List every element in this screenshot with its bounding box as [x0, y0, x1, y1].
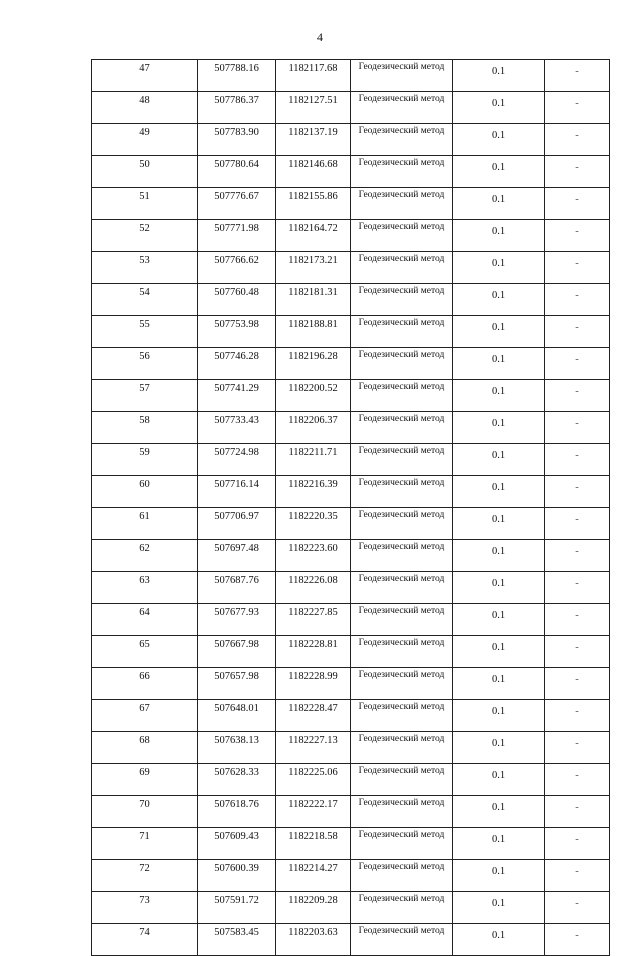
method-cell: Геодезический метод [351, 668, 453, 700]
table-row [92, 508, 610, 540]
note-cell: - [545, 316, 610, 348]
method-cell: Геодезический метод [351, 220, 453, 252]
point-number-cell: 68 [92, 732, 198, 764]
x-coordinate-cell: 507591.72 [198, 892, 276, 924]
x-coordinate-cell: 507771.98 [198, 220, 276, 252]
note-cell: - [545, 764, 610, 796]
accuracy-cell: 0.1 [453, 188, 545, 220]
accuracy-cell: 0.1 [453, 124, 545, 156]
note-cell: - [545, 348, 610, 380]
point-number-cell: 69 [92, 764, 198, 796]
table-row [92, 636, 610, 668]
table-row [92, 188, 610, 220]
x-coordinate-cell: 507687.76 [198, 572, 276, 604]
x-coordinate-cell: 507733.43 [198, 412, 276, 444]
y-coordinate-cell: 1182155.86 [276, 188, 351, 220]
x-coordinate-cell: 507697.48 [198, 540, 276, 572]
method-cell: Геодезический метод [351, 60, 453, 92]
point-number-cell: 49 [92, 124, 198, 156]
note-cell: - [545, 476, 610, 508]
method-cell: Геодезический метод [351, 796, 453, 828]
accuracy-cell: 0.1 [453, 604, 545, 636]
table-row [92, 700, 610, 732]
point-number-cell: 70 [92, 796, 198, 828]
note-cell: - [545, 444, 610, 476]
x-coordinate-cell: 507753.98 [198, 316, 276, 348]
method-cell: Геодезический метод [351, 284, 453, 316]
accuracy-cell: 0.1 [453, 700, 545, 732]
y-coordinate-cell: 1182211.71 [276, 444, 351, 476]
point-number-cell: 73 [92, 892, 198, 924]
method-cell: Геодезический метод [351, 348, 453, 380]
point-number-cell: 59 [92, 444, 198, 476]
table-row [92, 796, 610, 828]
note-cell: - [545, 252, 610, 284]
point-number-cell: 62 [92, 540, 198, 572]
method-cell: Геодезический метод [351, 924, 453, 956]
method-cell: Геодезический метод [351, 540, 453, 572]
y-coordinate-cell: 1182228.47 [276, 700, 351, 732]
y-coordinate-cell: 1182209.28 [276, 892, 351, 924]
point-number-cell: 61 [92, 508, 198, 540]
table-row [92, 220, 610, 252]
accuracy-cell: 0.1 [453, 412, 545, 444]
x-coordinate-cell: 507766.62 [198, 252, 276, 284]
accuracy-cell: 0.1 [453, 764, 545, 796]
y-coordinate-cell: 1182220.35 [276, 508, 351, 540]
y-coordinate-cell: 1182203.63 [276, 924, 351, 956]
x-coordinate-cell: 507776.67 [198, 188, 276, 220]
method-cell: Геодезический метод [351, 412, 453, 444]
y-coordinate-cell: 1182216.39 [276, 476, 351, 508]
table-row [92, 764, 610, 796]
note-cell: - [545, 188, 610, 220]
accuracy-cell: 0.1 [453, 156, 545, 188]
point-number-cell: 55 [92, 316, 198, 348]
x-coordinate-cell: 507618.76 [198, 796, 276, 828]
note-cell: - [545, 124, 610, 156]
method-cell: Геодезический метод [351, 476, 453, 508]
accuracy-cell: 0.1 [453, 892, 545, 924]
note-cell: - [545, 636, 610, 668]
method-cell: Геодезический метод [351, 92, 453, 124]
table-row [92, 412, 610, 444]
table-row [92, 92, 610, 124]
method-cell: Геодезический метод [351, 252, 453, 284]
method-cell: Геодезический метод [351, 828, 453, 860]
method-cell: Геодезический метод [351, 732, 453, 764]
point-number-cell: 51 [92, 188, 198, 220]
note-cell: - [545, 156, 610, 188]
accuracy-cell: 0.1 [453, 92, 545, 124]
y-coordinate-cell: 1182127.51 [276, 92, 351, 124]
y-coordinate-cell: 1182206.37 [276, 412, 351, 444]
note-cell: - [545, 220, 610, 252]
x-coordinate-cell: 507638.13 [198, 732, 276, 764]
coordinates-table [91, 59, 610, 956]
table-row [92, 316, 610, 348]
method-cell: Геодезический метод [351, 316, 453, 348]
y-coordinate-cell: 1182228.81 [276, 636, 351, 668]
y-coordinate-cell: 1182173.21 [276, 252, 351, 284]
x-coordinate-cell: 507741.29 [198, 380, 276, 412]
x-coordinate-cell: 507716.14 [198, 476, 276, 508]
x-coordinate-cell: 507786.37 [198, 92, 276, 124]
note-cell: - [545, 892, 610, 924]
note-cell: - [545, 540, 610, 572]
table-row [92, 380, 610, 412]
point-number-cell: 71 [92, 828, 198, 860]
point-number-cell: 58 [92, 412, 198, 444]
page-number: 4 [317, 30, 323, 44]
method-cell: Геодезический метод [351, 124, 453, 156]
table-row [92, 924, 610, 956]
method-cell: Геодезический метод [351, 892, 453, 924]
y-coordinate-cell: 1182227.85 [276, 604, 351, 636]
note-cell: - [545, 924, 610, 956]
note-cell: - [545, 700, 610, 732]
note-cell: - [545, 380, 610, 412]
accuracy-cell: 0.1 [453, 540, 545, 572]
note-cell: - [545, 860, 610, 892]
table-row [92, 252, 610, 284]
y-coordinate-cell: 1182227.13 [276, 732, 351, 764]
accuracy-cell: 0.1 [453, 828, 545, 860]
method-cell: Геодезический метод [351, 508, 453, 540]
accuracy-cell: 0.1 [453, 284, 545, 316]
x-coordinate-cell: 507657.98 [198, 668, 276, 700]
table-row [92, 828, 610, 860]
x-coordinate-cell: 507628.33 [198, 764, 276, 796]
x-coordinate-cell: 507780.64 [198, 156, 276, 188]
y-coordinate-cell: 1182218.58 [276, 828, 351, 860]
table-row [92, 732, 610, 764]
accuracy-cell: 0.1 [453, 220, 545, 252]
table-row [92, 60, 610, 92]
x-coordinate-cell: 507746.28 [198, 348, 276, 380]
y-coordinate-cell: 1182137.19 [276, 124, 351, 156]
x-coordinate-cell: 507677.93 [198, 604, 276, 636]
point-number-cell: 64 [92, 604, 198, 636]
table-row [92, 476, 610, 508]
point-number-cell: 57 [92, 380, 198, 412]
y-coordinate-cell: 1182146.68 [276, 156, 351, 188]
table-row [92, 860, 610, 892]
x-coordinate-cell: 507760.48 [198, 284, 276, 316]
point-number-cell: 66 [92, 668, 198, 700]
method-cell: Геодезический метод [351, 156, 453, 188]
accuracy-cell: 0.1 [453, 796, 545, 828]
accuracy-cell: 0.1 [453, 316, 545, 348]
y-coordinate-cell: 1182226.08 [276, 572, 351, 604]
method-cell: Геодезический метод [351, 188, 453, 220]
note-cell: - [545, 412, 610, 444]
point-number-cell: 52 [92, 220, 198, 252]
table-row [92, 540, 610, 572]
point-number-cell: 47 [92, 60, 198, 92]
method-cell: Геодезический метод [351, 572, 453, 604]
x-coordinate-cell: 507788.16 [198, 60, 276, 92]
accuracy-cell: 0.1 [453, 924, 545, 956]
method-cell: Геодезический метод [351, 636, 453, 668]
accuracy-cell: 0.1 [453, 668, 545, 700]
table-row [92, 572, 610, 604]
point-number-cell: 53 [92, 252, 198, 284]
method-cell: Геодезический метод [351, 604, 453, 636]
y-coordinate-cell: 1182117.68 [276, 60, 351, 92]
x-coordinate-cell: 507583.45 [198, 924, 276, 956]
x-coordinate-cell: 507667.98 [198, 636, 276, 668]
note-cell: - [545, 828, 610, 860]
y-coordinate-cell: 1182228.99 [276, 668, 351, 700]
x-coordinate-cell: 507648.01 [198, 700, 276, 732]
point-number-cell: 50 [92, 156, 198, 188]
coordinates-table-body [92, 60, 610, 956]
point-number-cell: 48 [92, 92, 198, 124]
method-cell: Геодезический метод [351, 444, 453, 476]
y-coordinate-cell: 1182223.60 [276, 540, 351, 572]
note-cell: - [545, 92, 610, 124]
y-coordinate-cell: 1182222.17 [276, 796, 351, 828]
table-row [92, 284, 610, 316]
point-number-cell: 74 [92, 924, 198, 956]
y-coordinate-cell: 1182225.06 [276, 764, 351, 796]
note-cell: - [545, 668, 610, 700]
y-coordinate-cell: 1182164.72 [276, 220, 351, 252]
point-number-cell: 54 [92, 284, 198, 316]
accuracy-cell: 0.1 [453, 476, 545, 508]
y-coordinate-cell: 1182196.28 [276, 348, 351, 380]
y-coordinate-cell: 1182200.52 [276, 380, 351, 412]
accuracy-cell: 0.1 [453, 252, 545, 284]
note-cell: - [545, 732, 610, 764]
accuracy-cell: 0.1 [453, 732, 545, 764]
note-cell: - [545, 572, 610, 604]
table-row [92, 348, 610, 380]
accuracy-cell: 0.1 [453, 380, 545, 412]
y-coordinate-cell: 1182214.27 [276, 860, 351, 892]
table-row [92, 156, 610, 188]
x-coordinate-cell: 507706.97 [198, 508, 276, 540]
x-coordinate-cell: 507609.43 [198, 828, 276, 860]
point-number-cell: 72 [92, 860, 198, 892]
note-cell: - [545, 604, 610, 636]
point-number-cell: 65 [92, 636, 198, 668]
note-cell: - [545, 60, 610, 92]
note-cell: - [545, 508, 610, 540]
table-row [92, 124, 610, 156]
x-coordinate-cell: 507600.39 [198, 860, 276, 892]
x-coordinate-cell: 507724.98 [198, 444, 276, 476]
table-row [92, 668, 610, 700]
method-cell: Геодезический метод [351, 764, 453, 796]
accuracy-cell: 0.1 [453, 860, 545, 892]
y-coordinate-cell: 1182181.31 [276, 284, 351, 316]
table-row [92, 604, 610, 636]
y-coordinate-cell: 1182188.81 [276, 316, 351, 348]
point-number-cell: 60 [92, 476, 198, 508]
accuracy-cell: 0.1 [453, 572, 545, 604]
accuracy-cell: 0.1 [453, 636, 545, 668]
method-cell: Геодезический метод [351, 380, 453, 412]
method-cell: Геодезический метод [351, 700, 453, 732]
note-cell: - [545, 284, 610, 316]
table-row [92, 892, 610, 924]
note-cell: - [545, 796, 610, 828]
accuracy-cell: 0.1 [453, 348, 545, 380]
accuracy-cell: 0.1 [453, 60, 545, 92]
table-row [92, 444, 610, 476]
accuracy-cell: 0.1 [453, 508, 545, 540]
method-cell: Геодезический метод [351, 860, 453, 892]
point-number-cell: 63 [92, 572, 198, 604]
x-coordinate-cell: 507783.90 [198, 124, 276, 156]
accuracy-cell: 0.1 [453, 444, 545, 476]
point-number-cell: 56 [92, 348, 198, 380]
point-number-cell: 67 [92, 700, 198, 732]
